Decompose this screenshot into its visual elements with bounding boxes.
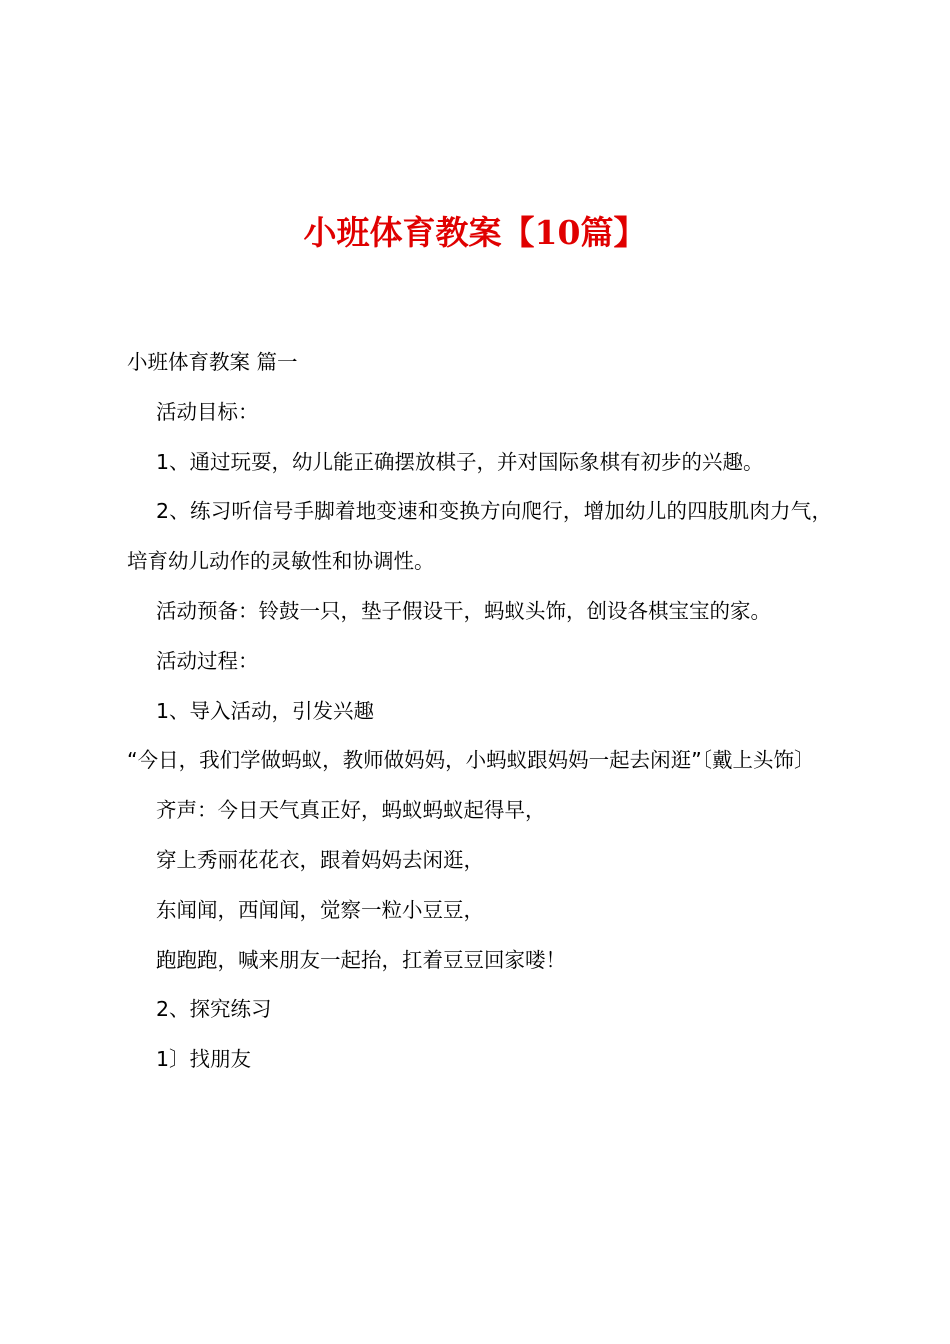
document-title: 小班体育教案【10篇】 bbox=[303, 213, 647, 252]
section-heading: 小班体育教案 篇一 bbox=[127, 350, 298, 374]
rhyme-line: 齐声：今日天气真正好，蚂蚁蚂蚁起得早， bbox=[156, 798, 546, 823]
paragraph: 1、通过玩耍，幼儿能正确摆放棋子，并对国际象棋有初步的兴趣。 bbox=[156, 449, 764, 474]
paragraph: 1、导入活动，引发兴趣 bbox=[156, 698, 375, 723]
document-body bbox=[127, 338, 832, 1085]
paragraph: 活动目标： bbox=[156, 399, 259, 424]
paragraph: 1〕找朋友 bbox=[156, 1047, 252, 1072]
paragraph: 活动过程： bbox=[156, 648, 259, 673]
paragraph: 2、探究练习 bbox=[156, 997, 272, 1022]
paragraph: 活动预备：铃鼓一只，垫子假设干，蚂蚁头饰，创设各棋宝宝的家。 bbox=[156, 598, 771, 623]
quote-paragraph: “今日，我们学做蚂蚁，教师做妈妈，小蚂蚁跟妈妈一起去闲逛”〔戴上头饰〕 bbox=[127, 748, 815, 773]
rhyme-line: 跑跑跑，喊来朋友一起抬，扛着豆豆回家喽！ bbox=[156, 947, 566, 972]
rhyme-line: 东闻闻，西闻闻，觉察一粒小豆豆， bbox=[156, 897, 484, 922]
rhyme-line: 穿上秀丽花花衣，跟着妈妈去闲逛， bbox=[156, 847, 484, 872]
paragraph: 2、练习听信号手脚着地变速和变换方向爬行，增加幼儿的四肢肌肉力气，培育幼儿动作的灵敏性和协调性。 bbox=[127, 499, 832, 574]
